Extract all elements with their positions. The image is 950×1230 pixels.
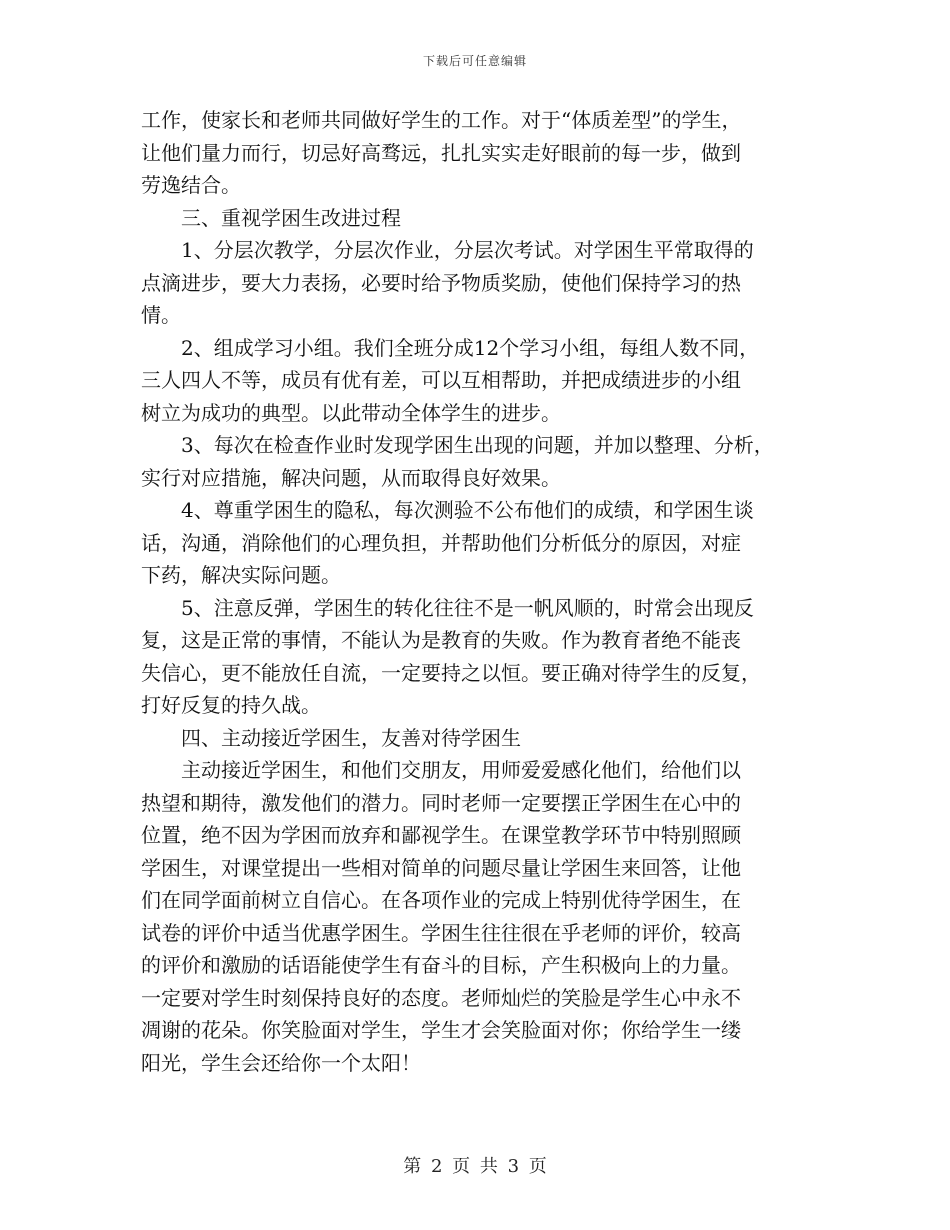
text-line: 2、组成学习小组。我们全班分成12个学习小组，每组人数不同， <box>181 335 760 360</box>
text-line: 四、主动接近学困生，友善对待学困生 <box>181 725 521 750</box>
text-line: 劳逸结合。 <box>141 173 241 197</box>
text-line: 阳光，学生会还给你一个太阳！ <box>141 1050 421 1075</box>
footer-total-unit: 页 <box>528 1156 547 1177</box>
text-line: 的评价和激励的话语能使学生有奋斗的目标，产生积极向上的力量。 <box>141 953 741 977</box>
page-footer <box>0 1152 950 1178</box>
footer-page-unit: 页 <box>452 1156 471 1177</box>
text-line: 话，沟通，消除他们的心理负担，并帮助他们分析低分的原因，对症 <box>141 530 741 555</box>
text-line: 实行对应措施，解决问题，从而取得良好效果。 <box>141 465 561 490</box>
footer-total-pages: 3 <box>507 1156 520 1177</box>
text-line: 点滴进步，要大力表扬，必要时给予物质奖励，使他们保持学习的热 <box>141 270 741 295</box>
text-line: 热望和期待，激发他们的潜力。同时老师一定要摆正学困生在心中的 <box>141 790 741 815</box>
text-line: 打好反复的持久战。 <box>141 693 321 717</box>
text-line: 学困生，对课堂提出一些相对简单的问题尽量让学困生来回答，让他 <box>141 855 741 880</box>
text-line: 下药，解决实际问题。 <box>141 563 341 587</box>
text-line: 让他们量力而行，切忌好高骛远，扎扎实实走好眼前的每一步，做到 <box>141 140 741 165</box>
text-line: 失信心，更不能放任自流，一定要持之以恒。要正确对待学生的反复， <box>141 660 761 685</box>
text-line: 4、尊重学困生的隐私，每次测验不公布他们的成绩，和学困生谈 <box>181 498 754 522</box>
text-line: 凋谢的花朵。你笑脸面对学生，学生才会笑脸面对你；你给学生一缕 <box>141 1018 741 1042</box>
text-line: 三人四人不等，成员有优有差，可以互相帮助，并把成绩进步的小组 <box>141 368 741 392</box>
text-line: 一定要对学生时刻保持良好的态度。老师灿烂的笑脸是学生心中永不 <box>141 985 741 1010</box>
text-line: 三、重视学困生改进过程 <box>181 205 401 230</box>
text-line: 工作，使家长和老师共同做好学生的工作。对于“体质差型”的学生， <box>141 108 742 132</box>
text-line: 们在同学面前树立自信心。在各项作业的完成上特别优待学困生，在 <box>141 888 741 912</box>
text-line: 3、每次在检查作业时发现学困生出现的问题，并加以整理、分析， <box>181 433 774 457</box>
page-header: 下载后可任意编辑 <box>422 54 527 68</box>
text-line: 树立为成功的典型。以此带动全体学生的进步。 <box>141 400 561 425</box>
footer-total-label: 共 <box>479 1156 498 1177</box>
footer-page-label: 第 <box>403 1156 422 1177</box>
text-line: 1、分层次教学，分层次作业，分层次考试。对学困生平常取得的 <box>181 238 754 262</box>
text-line: 情。 <box>141 303 181 327</box>
text-line: 复，这是正常的事情，不能认为是教育的失败。作为教育者绝不能丧 <box>141 628 741 652</box>
footer-current-page: 2 <box>430 1156 443 1177</box>
text-line: 试卷的评价中适当优惠学困生。学困生往往很在乎老师的评价，较高 <box>141 920 741 945</box>
text-line: 主动接近学困生，和他们交朋友，用师爱爱感化他们，给他们以 <box>181 758 741 782</box>
text-line: 位置，绝不因为学困而放弃和鄙视学生。在课堂教学环节中特别照顾 <box>141 823 741 847</box>
text-line: 5、注意反弹，学困生的转化往往不是一帆风顺的，时常会出现反 <box>181 595 754 620</box>
document-body <box>141 104 821 1079</box>
